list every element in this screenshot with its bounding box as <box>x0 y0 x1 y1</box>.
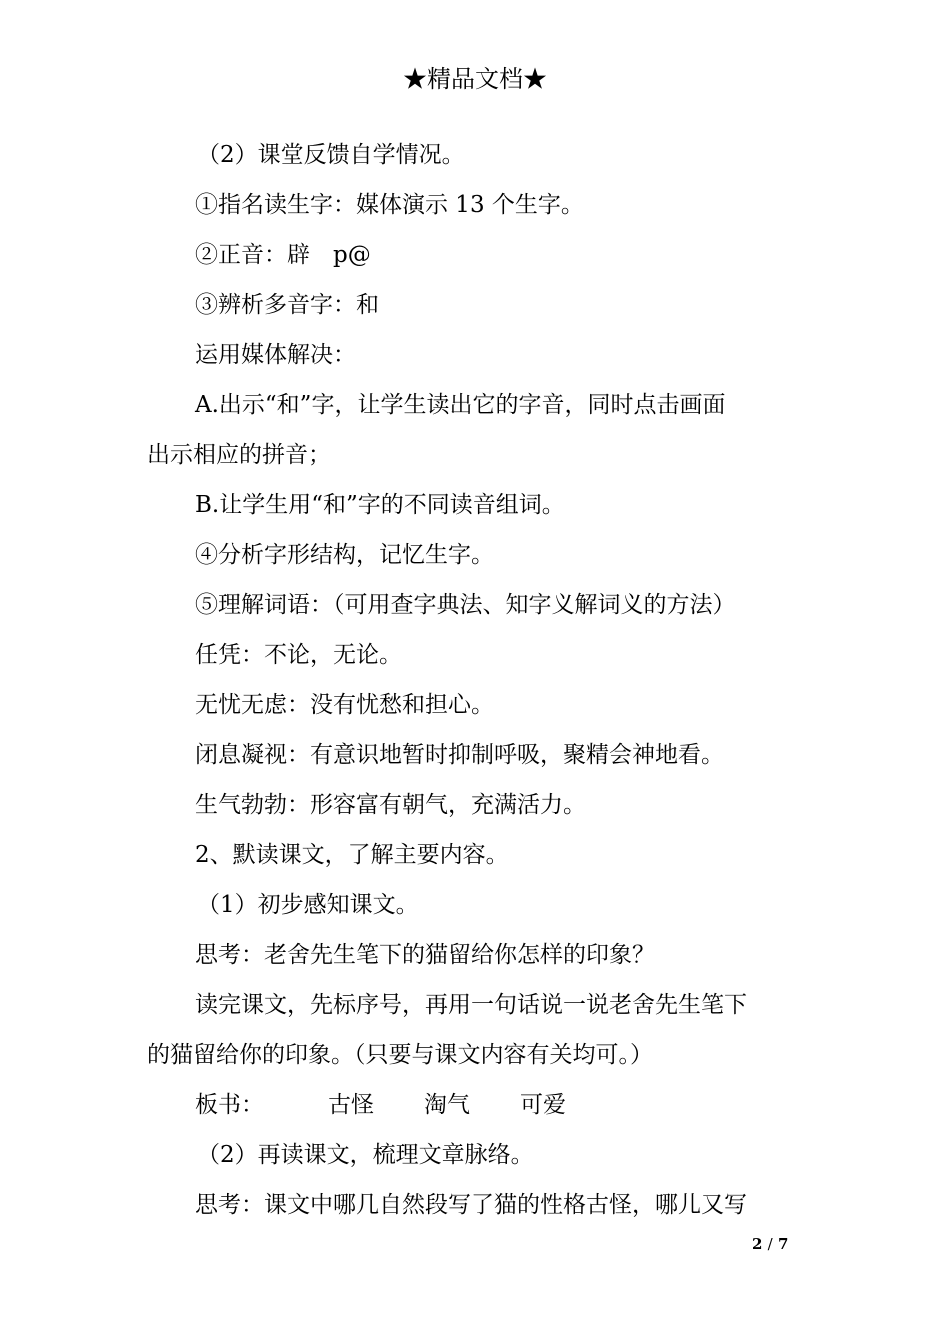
page-current: 2 <box>752 1235 763 1253</box>
text-line: 的猫留给你的印象。（只要与课文内容有关均可。） <box>147 1042 653 1068</box>
text-line: 2、默读课文，了解主要内容。 <box>195 842 509 868</box>
blackboard-item: 可爱 <box>520 1092 566 1118</box>
text-line: 思考：课文中哪几自然段写了猫的性格古怪，哪儿又写 <box>195 1192 747 1218</box>
document-body <box>147 130 809 1230</box>
text-line: ①指名读生字：媒体演示 13 个生字。 <box>195 192 584 218</box>
text-line: （1）初步感知课文。 <box>197 892 419 918</box>
page-total: 7 <box>777 1235 789 1253</box>
text-line: ④分析字形结构，记忆生字。 <box>195 542 494 568</box>
text-line: 出示相应的拼音； <box>147 442 331 468</box>
text-line: （2）再读课文，梳理文章脉络。 <box>197 1142 534 1168</box>
blackboard-item: 淘气 <box>424 1092 470 1118</box>
text-line: 读完课文，先标序号，再用一句话说一说老舍先生笔下 <box>195 992 747 1018</box>
text-line: 生气勃勃：形容富有朝气，充满活力。 <box>195 792 586 818</box>
blackboard-line <box>147 1080 809 1130</box>
blackboard-label: 板书： <box>195 1092 264 1118</box>
blackboard-item: 古怪 <box>328 1092 374 1118</box>
page-separator: / <box>767 1235 773 1253</box>
text-line: ③辨析多音字：和 <box>195 292 379 318</box>
document-header-title: ★精品文档★ <box>403 65 547 93</box>
text-line: ②正音：辟 p@ <box>195 242 371 268</box>
text-line: 无忧无虑：没有忧愁和担心。 <box>195 692 494 718</box>
text-line: A.出示“和”字，让学生读出它的字音，同时点击画面 <box>195 392 726 418</box>
text-line: B.让学生用“和”字的不同读音组词。 <box>195 492 565 518</box>
page-number <box>752 1234 788 1254</box>
text-line: 闭息凝视：有意识地暂时抑制呼吸，聚精会神地看。 <box>195 742 724 768</box>
text-line: 运用媒体解决： <box>195 342 356 368</box>
text-line: 任凭：不论，无论。 <box>195 642 402 668</box>
text-line: 思考：老舍先生笔下的猫留给你怎样的印象？ <box>195 942 655 968</box>
text-line: （2）课堂反馈自学情况。 <box>197 142 465 168</box>
text-line: ⑤理解词语：（可用查字典法、知字义解词义的方法） <box>195 592 736 618</box>
